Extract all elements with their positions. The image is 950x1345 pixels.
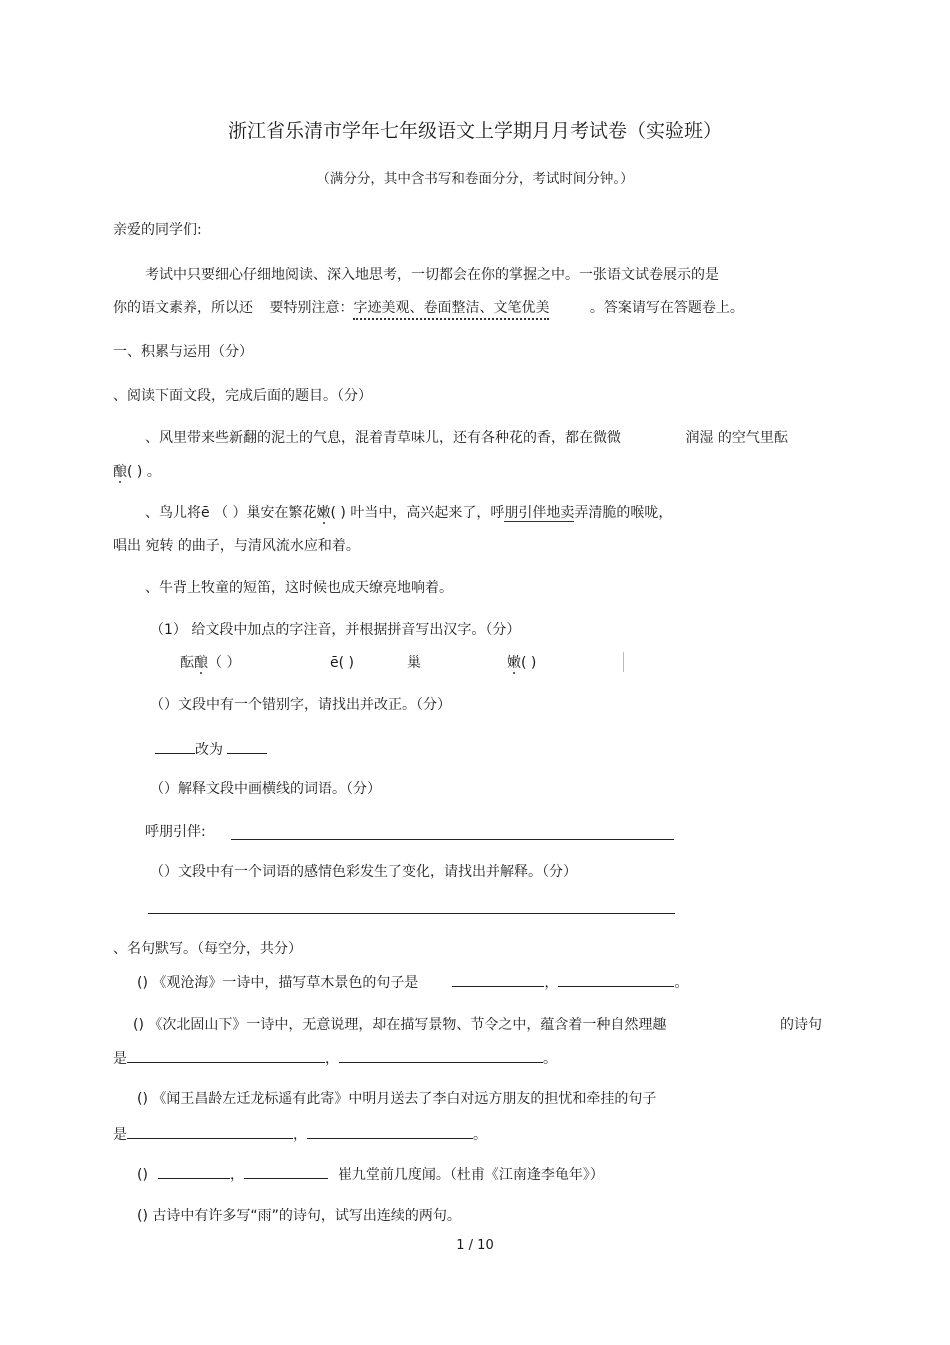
intro-line-2 bbox=[113, 298, 744, 318]
poem-2-comma: ， bbox=[325, 1051, 339, 1067]
dotted-char-niang: 酿 bbox=[113, 464, 127, 480]
sub-question-1: （1） 给文段中加点的字注音，并根据拼音写出汉字。（分） bbox=[150, 622, 521, 638]
poem-2-blank-a[interactable] bbox=[127, 1047, 325, 1063]
poem-item-2-end: 的诗句 bbox=[780, 1017, 822, 1033]
intro-text-a: 你的语文素养，所以还 bbox=[113, 300, 253, 316]
intro-line-1: 考试中只要细心仔细地阅读、深入地思考，一切都会在你的掌握之中。一张语文试卷展示的是 bbox=[145, 267, 719, 283]
change-label: 改为 bbox=[195, 742, 223, 758]
section-1-heading: 一、积累与运用（分） bbox=[113, 344, 253, 360]
intro-dotted-text: 字迹美观、卷面整洁、文笔优美 bbox=[353, 300, 549, 320]
poem-3-comma: ， bbox=[293, 1127, 307, 1143]
exam-note: （满分分，其中含书写和卷面分分，考试时间分钟。） bbox=[316, 171, 634, 187]
term-answer-line[interactable] bbox=[231, 839, 674, 840]
passage-p1-c: 的空气里酝 bbox=[717, 430, 788, 446]
poem-1-comma: ， bbox=[544, 975, 559, 991]
divider-line bbox=[623, 652, 624, 672]
poem-4-blank-a[interactable] bbox=[158, 1163, 230, 1179]
poem-1-blank-a[interactable] bbox=[452, 971, 544, 987]
emotion-answer-line[interactable] bbox=[148, 913, 675, 914]
pinyin-item-c: 巢 bbox=[407, 655, 421, 671]
poem-2-period: 。 bbox=[543, 1051, 557, 1067]
poem-4-text: 崔九堂前几度闻。（杜甫《江南逢李龟年》） bbox=[337, 1167, 604, 1183]
page-number: 1 / 10 bbox=[456, 1238, 494, 1253]
wrong-char-blank[interactable] bbox=[155, 738, 195, 754]
pinyin-paren-a: （ ） bbox=[208, 655, 241, 671]
pinyin-item-b: ē( ) bbox=[330, 655, 354, 671]
poem-item-3-line2 bbox=[113, 1123, 487, 1145]
passage-p2-c: 弄清脆的喉咙， bbox=[574, 505, 673, 521]
passage-p1-d: ( ) 。 bbox=[127, 464, 161, 480]
poem-3-blank-b[interactable] bbox=[307, 1123, 473, 1139]
correction-row bbox=[155, 738, 267, 760]
poem-3-period: 。 bbox=[473, 1127, 487, 1143]
poem-4-comma: ， bbox=[229, 1167, 244, 1183]
passage-p2-b: ( ) 叶当中，高兴起来了，呼 bbox=[330, 505, 505, 521]
poem-1-period: 。 bbox=[674, 975, 689, 991]
greeting: 亲爱的同学们: bbox=[113, 222, 202, 238]
sub-question-2: （）文段中有一个错别字，请找出并改正。（分） bbox=[150, 697, 451, 713]
poem-3-shi: 是 bbox=[113, 1127, 127, 1143]
passage-p1-a: 、风里带来些新翻的泥土的气息，混着青草味儿，还有各种花的香，都在微微 bbox=[145, 430, 621, 446]
passage-p1 bbox=[145, 428, 788, 448]
poem-4-num: () bbox=[137, 1167, 148, 1183]
pinyin-word-a: 酝 bbox=[180, 655, 194, 671]
passage-p1-b: 润湿 bbox=[685, 430, 714, 446]
pinyin-dot-d: 嫩 bbox=[507, 655, 521, 671]
intro-text-c: 。答案请写在答题卷上。 bbox=[589, 300, 744, 316]
intro-text-b: 要特别注意： bbox=[269, 300, 354, 316]
passage-p2-a: 、鸟儿将ē （ ）巢安在繁花 bbox=[145, 505, 317, 521]
poem-item-1 bbox=[137, 971, 688, 993]
pinyin-dot-a: 酿 bbox=[194, 655, 208, 671]
poem-4-blank-b[interactable] bbox=[244, 1163, 328, 1179]
poem-item-1-text: () 《观沧海》一诗中，描写草木景色的句子是 bbox=[137, 975, 419, 991]
dotted-char-nen: 嫩 bbox=[316, 505, 331, 521]
passage-p2 bbox=[145, 503, 672, 523]
underlined-phrase: 朋引伴地卖 bbox=[504, 505, 575, 521]
right-char-blank[interactable] bbox=[227, 738, 267, 754]
poem-2-blank-b[interactable] bbox=[339, 1047, 543, 1063]
q2-heading: 、名句默写。（每空分，共分） bbox=[113, 941, 302, 957]
poem-item-2: () 《次北固山下》一诗中，无意说理，却在描写景物、节令之中，蕴含着一种自然理趣 bbox=[133, 1017, 667, 1033]
poem-1-blank-b[interactable] bbox=[558, 971, 674, 987]
poem-item-5: () 古诗中有许多写“雨”的诗句，试写出连续的两句。 bbox=[137, 1208, 461, 1224]
poem-item-3: () 《闻王昌龄左迁龙标遥有此寄》中明月送去了李白对远方朋友的担忧和牵挂的句子 bbox=[137, 1091, 657, 1107]
passage-p3: 、牛背上牧童的短笛，这时候也成天缭亮地响着。 bbox=[145, 580, 453, 596]
pinyin-paren-d: ( ) bbox=[521, 655, 537, 671]
poem-item-4 bbox=[137, 1163, 604, 1185]
passage-p1-cont bbox=[113, 462, 161, 482]
pinyin-item-a bbox=[180, 653, 240, 673]
pinyin-item-d bbox=[507, 653, 536, 673]
sub-question-3: （）解释文段中画横线的词语。（分） bbox=[150, 781, 381, 797]
passage-p2-cont: 唱出 宛转 的曲子，与清风流水应和着。 bbox=[113, 538, 360, 554]
q1-heading: 、阅读下面文段，完成后面的题目。（分） bbox=[113, 388, 372, 404]
sub-question-4: （）文段中有一个词语的感情色彩发生了变化，请找出并解释。（分） bbox=[150, 864, 577, 880]
page-title: 浙江省乐清市学年七年级语文上学期月月考试卷（实验班） bbox=[227, 120, 722, 142]
poem-2-shi: 是 bbox=[113, 1051, 127, 1067]
poem-3-blank-a[interactable] bbox=[127, 1123, 293, 1139]
poem-item-2-line2 bbox=[113, 1047, 557, 1069]
term-label: 呼朋引伴: bbox=[145, 824, 206, 840]
